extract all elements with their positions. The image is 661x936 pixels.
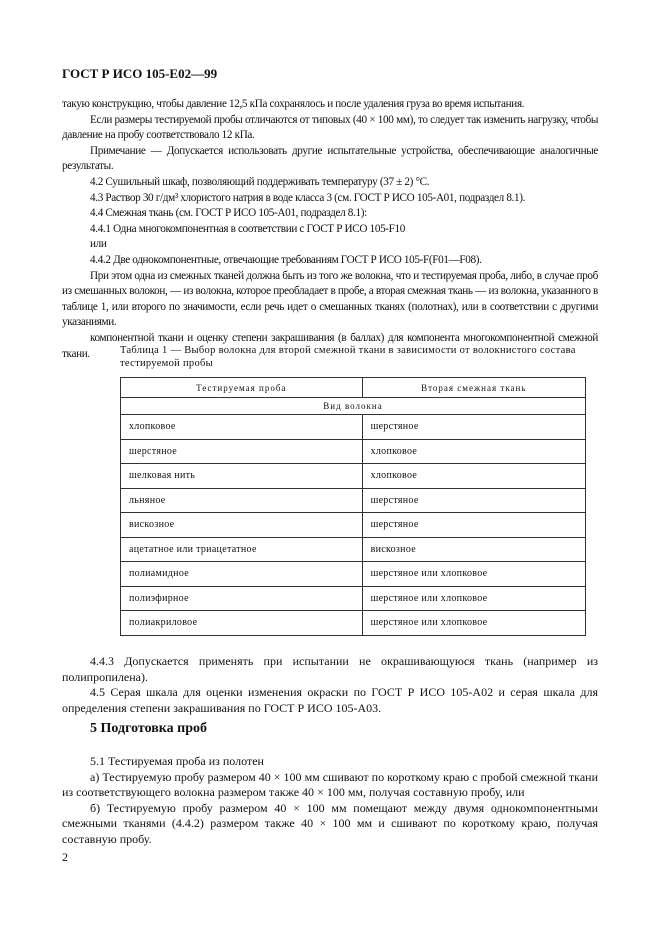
page-number: 2 [62,850,68,864]
table-cell: шерстяное или хлопковое [362,611,585,636]
paragraph: 4.4 Смежная ткань (см. ГОСТ Р ИСО 105-А01, подраздел 8.1): [90,207,367,220]
table-cell: полиамидное [121,562,363,587]
paragraph: такую конструкцию, чтобы давление 12,5 кПа сохранялось и после удаления груза во время испытания. [62,98,525,110]
table-cell: вискозное [362,537,585,562]
subheader-cell: Вид волокна [121,398,586,415]
mid-text [62,654,598,716]
table-cell: полиакриловое [121,611,363,636]
top-text [62,97,598,362]
table-row [121,537,586,562]
table-cell: вискозное [121,513,363,538]
table-row [121,562,586,587]
table-row [121,611,586,636]
table-cell: шелковая нить [121,464,363,489]
paragraph: Примечание — Допускается использовать другие испытательные устройства, обеспечивающие аналогичные результаты. [62,144,598,173]
fiber-table [120,377,586,636]
table-row [121,464,586,489]
section-title: 5 Подготовка проб [90,721,208,736]
table-row [121,513,586,538]
table-row [121,586,586,611]
paragraph: 4.4.3 Допускается применять при испытании не окрашивающуюся ткань (например из полипропилена). [62,654,598,684]
paragraph: компонентной ткани и оценку степени закрашивания (в баллах) для компонента многокомпонентной смежной ткани. [62,331,598,360]
table-cell: шерстяное [362,488,585,513]
document-header: ГОСТ Р ИСО 105-Е02—99 [62,66,218,81]
table-cell: шерстяное [362,513,585,538]
table-row [121,439,586,464]
paragraph: 4.4.1 Одна многокомпонентная в соответствии с ГОСТ Р ИСО 105-F10 [90,222,406,235]
paragraph: При этом одна из смежных тканей должна быть из того же волокна, что и тестируемая проба, либо, в случае проб из смешанных волокон, — из волокна, которое преобладает в пробе, а вторая смежная ткань — из волокна, указанного в таблице 1, или второго по значимости, если речь идет о смешанных тканях (полотнах), или в соответствии с другими указаниями. [62,269,598,329]
table-cell: ацетатное или триацетатное [121,537,363,562]
paragraph: 4.4.2 Две однокомпонентные, отвечающие требованиям ГОСТ Р ИСО 105-F(F01—F08). [90,253,482,266]
table-cell: шерстяное [121,439,363,464]
table-cell: шерстяное [362,415,585,440]
paragraph: 4.5 Серая шкала для оценки изменения окраски по ГОСТ Р ИСО 105-А02 и серая шкала для определения степени закрашивания по ГОСТ Р ИСО 105-А03. [62,685,598,715]
paragraph: 4.2 Сушильный шкаф, позволяющий поддерживать температуру (37 ± 2) °С. [90,175,430,188]
table-cell: хлопковое [121,415,363,440]
paragraph: 4.3 Раствор 30 г/дм³ хлористого натрия в воде класса 3 (см. ГОСТ Р ИСО 105-А01, подраздел 8.1). [90,191,526,204]
table-header-row [121,378,586,398]
paragraph: Если размеры тестируемой пробы отличаются от типовых (40 × 100 мм), то следует так изменить нагрузку, чтобы давление на пробу соответствовало 12 кПа. [62,113,598,142]
table-row [121,415,586,440]
column-header: Тестируемая проба [121,378,363,398]
table-cell: шерстяное или хлопковое [362,586,585,611]
section-text [62,754,598,848]
paragraph: или [90,238,107,251]
column-header: Вторая смежная ткань [362,378,585,398]
table-cell: хлопковое [362,439,585,464]
table-cell: льняное [121,488,363,513]
table-row [121,488,586,513]
table-cell: хлопковое [362,464,585,489]
paragraph: б) Тестируемую пробу размером 40 × 100 мм помещают между двумя однокомпонентными смежными тканями (4.4.2) размером также 40 × 100 мм и сшивают по короткому краю, получая составную пробу. [62,800,598,846]
paragraph: а) Тестируемую пробу размером 40 × 100 мм сшивают по короткому краю с пробой смежной ткани из соответствующего волокна размером также 40 × 100 мм, получая составную пробу, или [62,769,598,800]
paragraph: 5.1 Тестируемая проба из полотен [90,754,264,768]
table-cell: полиэфирное [121,586,363,611]
table-subheader-row [121,398,586,415]
table-cell: шерстяное или хлопковое [362,562,585,587]
table-caption: Таблица 1 — Выбор волокна для второй смежной ткани в зависимости от волокнистого состава тестируемой пробы [120,345,576,369]
